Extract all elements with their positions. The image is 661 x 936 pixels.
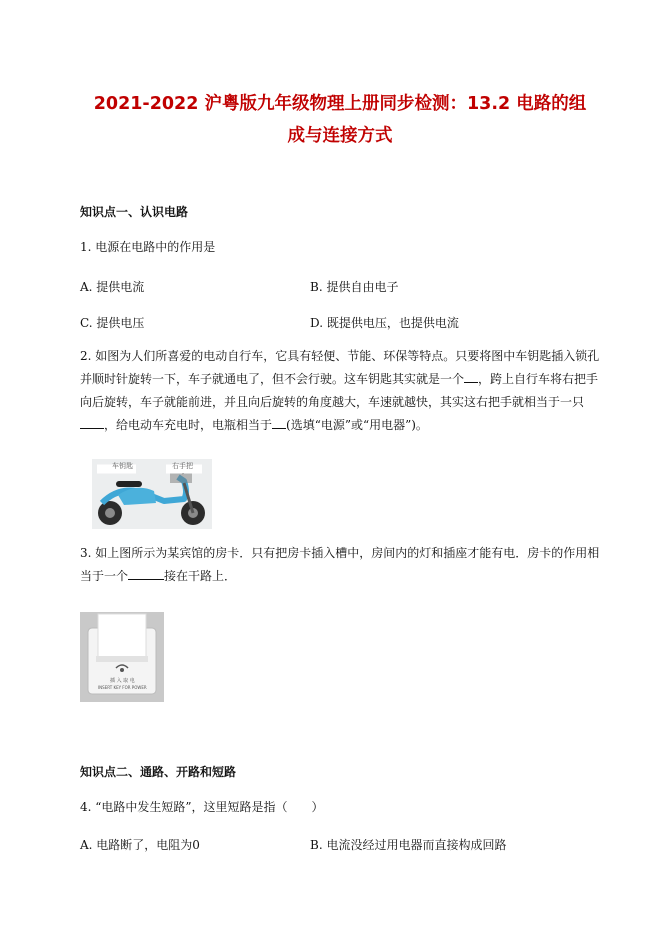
q1-option-a: A. 提供电流 bbox=[80, 280, 145, 294]
q2-text-4: (选填“电源”或“用电器”)。 bbox=[286, 418, 428, 432]
title-line-1: 2021-2022 沪粤版九年级物理上册同步检测：13.2 电路的组 bbox=[93, 94, 587, 114]
page-title bbox=[70, 88, 610, 152]
e-bike-image bbox=[92, 459, 212, 529]
q4-option-a: A. 电路断了，电阻为0 bbox=[80, 838, 200, 852]
card-holder-text-en: INSERT KEY FOR POWER bbox=[98, 685, 147, 690]
q2-text-1: 2. 如图为人们所喜爱的电动自行车，它具有轻便、节能、环保等特点。只要将图中车钥匙插入锁孔并顺时针旋转一下，车子就通电了，但不会行驶。这车钥匙其实就是一个 bbox=[80, 349, 600, 386]
question-3 bbox=[80, 542, 604, 588]
q3-blank bbox=[128, 567, 164, 580]
q3-text-1: 3. 如上图所示为某宾馆的房卡．只有把房卡插入槽中，房间内的灯和插座才能有电．房卡的作用相当于一个 bbox=[80, 546, 600, 583]
bike-label-key: 车钥匙 bbox=[112, 462, 133, 470]
question-1-stem: 1. 电源在电路中的作用是 bbox=[80, 240, 216, 254]
q1-option-c: C. 提供电压 bbox=[80, 316, 145, 330]
bike-label-handle: 右手把 bbox=[172, 462, 193, 470]
q2-blank-3 bbox=[272, 416, 286, 429]
q2-blank-2 bbox=[80, 416, 104, 429]
section-heading-2: 知识点二、通路、开路和短路 bbox=[80, 765, 237, 779]
q2-text-3: ，给电动车充电时，电瓶相当于 bbox=[104, 418, 273, 432]
q1-option-b: B. 提供自由电子 bbox=[310, 280, 399, 294]
title-line-2: 成与连接方式 bbox=[287, 126, 393, 146]
e-bike-illustration bbox=[92, 459, 212, 529]
q2-text-2: ，跨上自行车将右把手向后旋转，车子就能前进，并且向后旋转的角度越大，车速就越快，其实这右把手就相当于一只 bbox=[80, 372, 599, 409]
q2-blank-1 bbox=[464, 370, 478, 383]
q1-option-d: D. 既提供电压，也提供电流 bbox=[310, 316, 459, 330]
question-4-stem: 4. “电路中发生短路”，这里短路是指（ ） bbox=[80, 800, 324, 814]
card-holder-text-cn: 插 入 取 电 bbox=[110, 678, 135, 684]
q3-text-2: 接在干路上． bbox=[164, 569, 237, 583]
q4-option-b: B. 电流没经过用电器而直接构成回路 bbox=[310, 838, 507, 852]
section-heading-1: 知识点一、认识电路 bbox=[80, 205, 189, 219]
room-card-image bbox=[80, 612, 164, 702]
question-2 bbox=[80, 345, 604, 437]
